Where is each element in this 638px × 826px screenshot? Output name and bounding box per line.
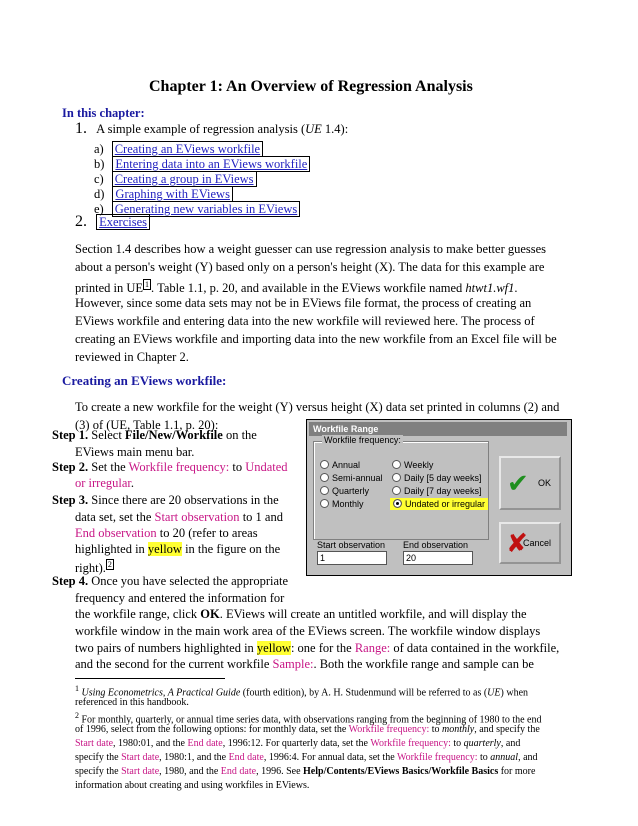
footnote-2-line-4	[75, 751, 538, 766]
fn2-start-date: Start date	[121, 752, 160, 763]
footnote-2-line-2	[75, 723, 540, 738]
toc-item-1-text-a: A simple example of regression analysis (	[96, 122, 306, 136]
fn2-monthly: monthly	[442, 724, 475, 735]
step-4-sample: Sample:	[272, 657, 314, 671]
step-2-c: to	[229, 460, 246, 474]
step-1-a: Select	[88, 428, 125, 442]
page-title: Chapter 1: An Overview of Regression Analysis	[149, 78, 473, 95]
toc-item-1	[75, 120, 348, 138]
workfile-frequency-label: Workfile frequency:	[324, 435, 401, 445]
step-2-a: Set the	[88, 460, 129, 474]
start-observation-input[interactable]: 1	[317, 551, 387, 565]
footnote-1-book-title: Using Econometrics, A Practical Guide	[79, 687, 241, 699]
fn2-help-path: Help/Contents/EViews Basics/Workfile Basics	[303, 766, 499, 777]
step-4-label: Step 4.	[52, 574, 89, 588]
fn2-b5: , and specify the	[474, 724, 540, 735]
footnote-2-a: For monthly, quarterly, or annual time series data, with observations ranging from the beginning of 1980 to the end	[79, 714, 542, 726]
step-2-label: Step 2.	[52, 460, 89, 474]
fn2-d3: , 1980:1, and the	[159, 752, 229, 763]
step-4-f3: . Both the workfile range and sample can be	[313, 657, 534, 671]
intro-line-3-b: . Table 1.1, p. 20, and available in the EViews workfile named	[151, 281, 466, 296]
intro-line-3: printed in UE $^1$ . Table 1.1, p. 20, and available in the EViews workfile named htwt1.wf1.	[75, 280, 518, 296]
fn2-d1: specify the	[75, 752, 122, 763]
radio-label: Weekly	[404, 460, 434, 470]
footnote-2-line-5	[75, 765, 535, 780]
end-observation-label: End observation	[403, 540, 469, 550]
fn2-c8: , and	[500, 738, 521, 749]
fn2-e5: , 1996. See	[256, 766, 304, 777]
radio-label: Annual	[332, 460, 361, 470]
step-4-line-2: frequency and entered the information for	[75, 591, 285, 605]
section-line-1: To create a new workfile for the weight (Y) versus height (X) data set printed in columns (2) and	[75, 400, 560, 414]
step-1-line-2: EViews main menu bar.	[75, 445, 195, 459]
fn2-c2: , 1980:01, and the	[113, 738, 188, 749]
toc-subitem-letter: a)	[94, 142, 104, 156]
toc-subitem-letter: e)	[94, 202, 104, 216]
radio-label: Daily [7 day weeks]	[404, 486, 482, 496]
step-2-period: .	[130, 476, 135, 490]
step-4-range: Range:	[354, 641, 391, 655]
step-1-label: Step 1.	[52, 428, 89, 442]
radio-label: Monthly	[332, 499, 364, 509]
fn2-c4: , 1996:12. For quarterly data, set the	[222, 738, 371, 749]
footnote-2-line-6: information about creating and using workfiles in EViews.	[75, 780, 310, 791]
step-4-e1: two pairs of numbers highlighted in	[75, 641, 257, 655]
fn2-d9: , and	[518, 752, 538, 763]
fn2-e3: , 1980, and the	[159, 766, 221, 777]
toc-subitem-letter: d)	[94, 187, 105, 201]
footnote-2-number: 2	[75, 711, 79, 720]
workfile-frequency-group	[313, 435, 489, 540]
fn2-start-date: Start date	[121, 766, 160, 777]
toc-link-entering-data[interactable]: Entering data into an EViews workfile	[112, 156, 310, 172]
fn2-workfile-frequency: Workfile frequency:	[370, 738, 451, 749]
radio-label: Semi-annual	[332, 473, 383, 483]
fn2-e7: for more	[498, 766, 536, 777]
footnote-ref-2[interactable]: 2	[107, 560, 112, 569]
footnote-1-b: (fourth edition), by A. H. Studenmund will be referred to as (	[240, 687, 488, 699]
radio-label: Daily [5 day weeks]	[404, 473, 482, 483]
intro-line-4: However, since some data sets may not be in EViews file format, the process of creating an	[75, 296, 532, 310]
radio-semi-annual[interactable]	[320, 473, 383, 483]
fn2-workfile-frequency: Workfile frequency:	[348, 724, 430, 735]
toc-link-generating-variables[interactable]: Generating new variables in EViews	[112, 201, 301, 217]
fn2-d5: , 1996:4. For annual data, set the	[263, 752, 397, 763]
step-4-a: Once you have selected the appropriate	[88, 574, 289, 588]
step-3-a: Since there are 20 observations in the	[88, 493, 279, 507]
workfile-name: htwt1.wf1	[465, 281, 515, 296]
fn2-c6: to	[450, 738, 464, 749]
step-3-g: highlighted in	[75, 542, 148, 556]
toc-item-2-number: 2.	[75, 213, 87, 230]
workfile-range-dialog	[306, 419, 572, 576]
toc-item-1-ue: UE	[305, 122, 322, 136]
step-2-or-irregular: or irregular	[75, 476, 131, 490]
toc-link-exercises[interactable]: Exercises	[96, 214, 150, 230]
fn2-workfile-frequency: Workfile frequency:	[396, 752, 478, 763]
radio-monthly[interactable]	[320, 499, 364, 509]
step-4-line-1	[52, 572, 288, 590]
toc-subitem-letter: b)	[94, 157, 105, 171]
radio-dot-icon	[392, 486, 401, 495]
fn2-b3: to	[429, 724, 442, 735]
step-1-line-1	[52, 426, 257, 444]
radio-dot-selected-icon	[393, 499, 402, 508]
footnote-1-line-2: referenced in this handbook.	[75, 697, 189, 708]
footnote-1-d: ) when	[500, 687, 529, 699]
step-3-f: to 20 (refer to areas	[156, 526, 258, 540]
intro-line-2: about a person's weight (Y) based only on a person's height (X). The data for this example are	[75, 260, 545, 274]
radio-dot-icon	[320, 486, 329, 495]
step-1-menu-path: File/New/Workfile	[124, 428, 223, 442]
fn2-end-date: End date	[187, 738, 223, 749]
cancel-button[interactable]	[499, 522, 561, 564]
step-4-line-6	[75, 655, 534, 673]
x-icon: ✘	[506, 527, 528, 558]
radio-undated-irregular[interactable]	[390, 498, 488, 510]
radio-weekly[interactable]	[392, 460, 433, 470]
fn2-end-date: End date	[228, 752, 264, 763]
step-3-d: to 1 and	[239, 510, 283, 524]
toc-item-2	[75, 213, 150, 231]
radio-label: Undated or irregular	[405, 499, 486, 509]
step-3-yellow: yellow	[147, 542, 182, 556]
step-3-label: Step 3.	[52, 493, 89, 507]
step-2-line-2	[75, 474, 134, 492]
step-3-j: right).	[75, 561, 106, 576]
step-4-e3: : one for the	[290, 641, 355, 655]
toc-link-graphing[interactable]: Graphing with EViews	[112, 186, 233, 202]
end-observation-input[interactable]: 20	[403, 551, 473, 565]
section-line-2: (3) of (UE, Table 1.1, p. 20):	[75, 418, 219, 432]
footnote-separator	[75, 678, 225, 679]
step-3-end-observation: End observation	[75, 526, 157, 540]
intro-line-6: creating an EViews workfile and importing data into the new workfile from an Excel file will be	[75, 332, 557, 346]
step-4-c3: . EViews will create an untitled workfile, and will display the	[219, 607, 527, 621]
intro-line-5: EViews workfile and entering data into the new workfile will reviewed here. The process of	[75, 314, 535, 328]
step-3-i: in the figure on the	[181, 542, 281, 556]
radio-quarterly[interactable]	[320, 486, 369, 496]
footnote-2-line-3	[75, 737, 520, 752]
intro-line-1: Section 1.4 describes how a weight guesser can use regression analysis to make better guesses	[75, 242, 547, 256]
radio-label: Quarterly	[332, 486, 370, 496]
step-4-c1: the workfile range, click	[75, 607, 201, 621]
toc-link-creating-group[interactable]: Creating a group in EViews	[112, 171, 257, 187]
checkmark-icon: ✔	[507, 467, 529, 498]
start-observation-label: Start observation	[317, 540, 386, 550]
section-heading: Creating an EViews workfile:	[62, 373, 227, 388]
step-3-start-observation: Start observation	[154, 510, 240, 524]
fn2-e1: specify the	[75, 766, 122, 777]
intro-line-7: reviewed in Chapter 2.	[75, 350, 189, 364]
ok-button-label: OK	[537, 478, 551, 488]
step-3-line-1	[52, 491, 279, 509]
toc-link-creating-workfile[interactable]: Creating an EViews workfile	[112, 141, 263, 157]
step-4-line-3	[75, 605, 527, 623]
footnote-ref-1[interactable]: 1	[145, 280, 150, 289]
fn2-d7: to	[477, 752, 491, 763]
fn2-end-date: End date	[220, 766, 257, 777]
step-3-b: data set, set the	[75, 510, 155, 524]
footnote-1-ue: UE	[487, 687, 501, 699]
fn2-start-date: Start date	[75, 738, 114, 749]
radio-daily-7[interactable]	[392, 486, 482, 496]
in-this-chapter-heading: In this chapter:	[62, 106, 145, 120]
step-1-c: on the	[222, 428, 257, 442]
step-2-workfile-frequency: Workfile frequency:	[128, 460, 230, 474]
toc-subitem-letter: c)	[94, 172, 104, 186]
toc-item-1-text-b: 1.4):	[321, 122, 349, 136]
radio-daily-5[interactable]	[392, 473, 482, 483]
step-4-e5: of data contained in the workfile,	[390, 641, 560, 655]
step-4-f1: and the second for the current workfile	[75, 657, 273, 671]
ok-button[interactable]	[499, 456, 561, 510]
step-4-ok: OK	[200, 607, 220, 621]
radio-dot-icon	[320, 473, 329, 482]
toc-item-1-number: 1.	[75, 120, 87, 137]
cancel-button-label: Cancel	[522, 538, 551, 548]
fn2-b1: of 1996, select from the following options: for monthly data, set the	[75, 724, 349, 735]
radio-annual[interactable]	[320, 460, 360, 470]
fn2-annual: annual	[490, 752, 519, 763]
intro-line-3-a: printed in UE	[75, 281, 144, 296]
fn2-quarterly: quarterly	[463, 738, 501, 749]
dialog-title-bar: Workfile Range	[309, 422, 567, 436]
radio-dot-icon	[392, 460, 401, 469]
step-4-yellow: yellow	[256, 641, 291, 655]
step-4-line-4: workfile window in the main work area of the EViews screen. The workfile window displays	[75, 624, 541, 638]
footnote-1-number: 1	[75, 684, 79, 693]
radio-dot-icon	[320, 499, 329, 508]
step-2-undated: Undated	[245, 460, 288, 474]
radio-dot-icon	[320, 460, 329, 469]
radio-dot-icon	[392, 473, 401, 482]
